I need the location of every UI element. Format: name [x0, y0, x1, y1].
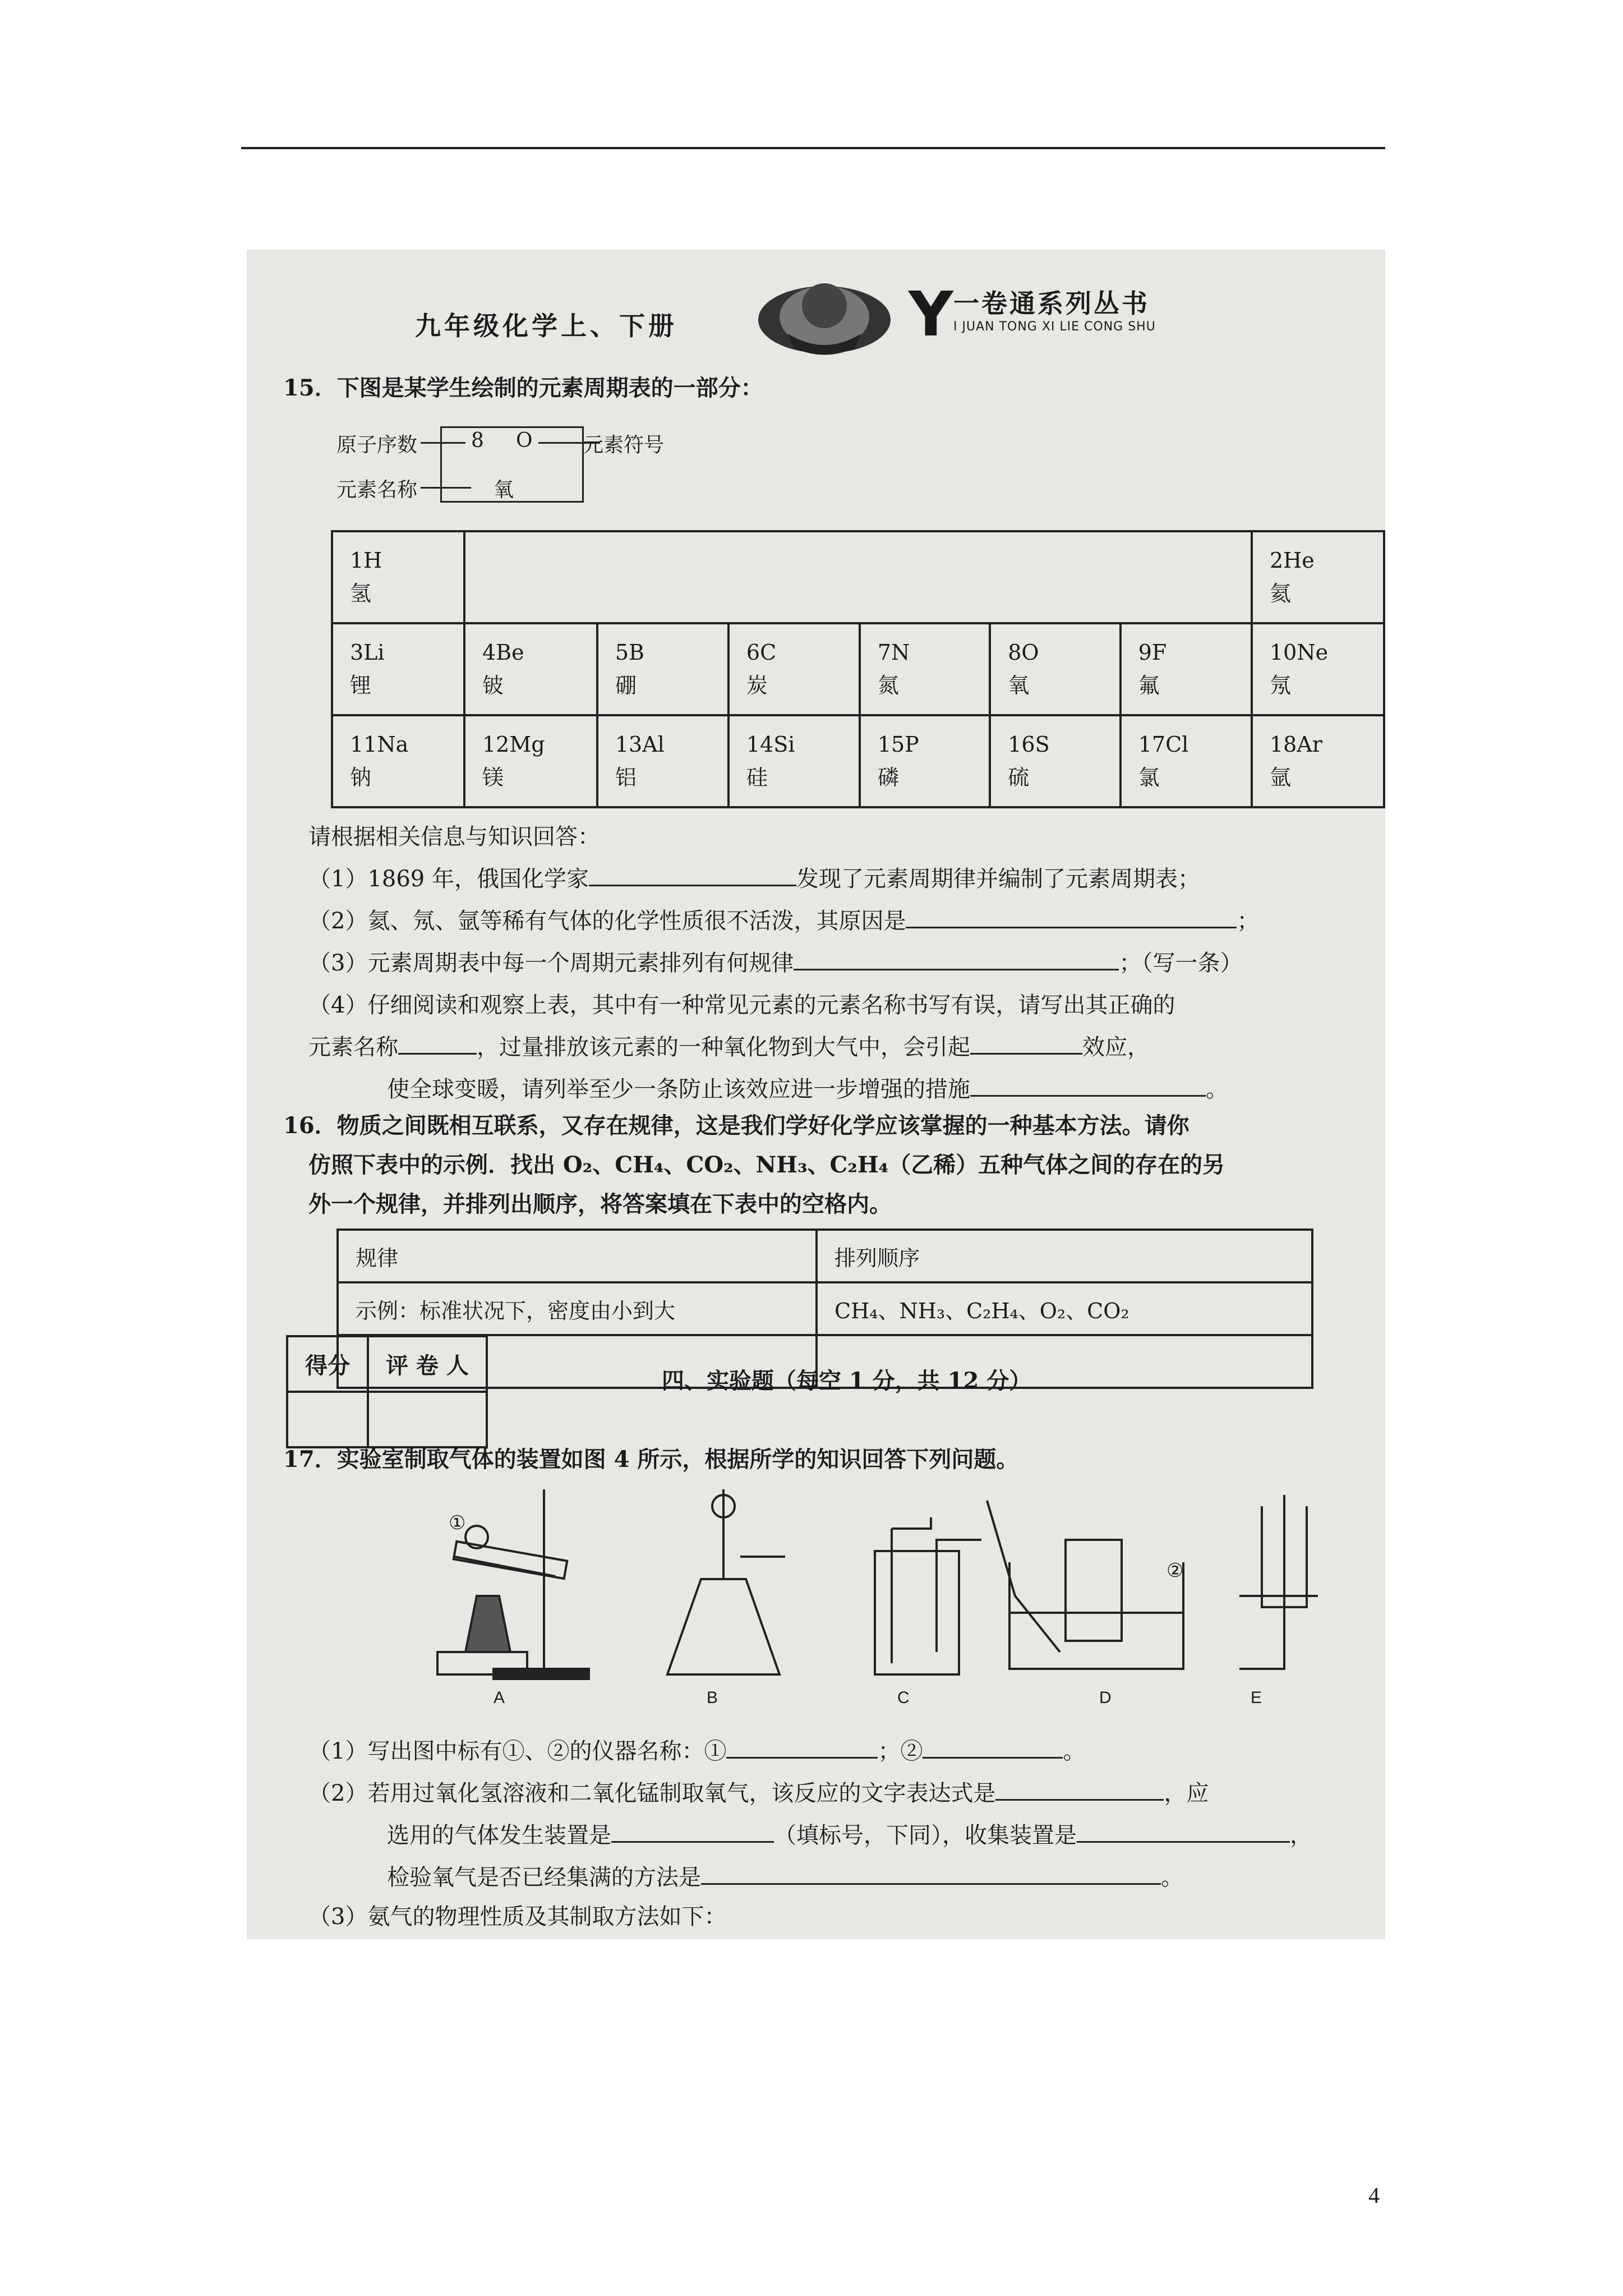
- legend-element-symbol-label: 元素符号: [583, 434, 665, 457]
- q17-sub1: [308, 1733, 1085, 1765]
- series-title: 一卷通系列丛书: [953, 288, 1150, 319]
- q15-sub3: [308, 945, 1242, 977]
- periodic-cell: [332, 715, 464, 807]
- periodic-cell: [464, 715, 597, 807]
- element-symbol: 2He: [1269, 548, 1315, 573]
- periodic-row: [332, 623, 1384, 715]
- q17-sub2-text-b: ，应: [1164, 1780, 1209, 1806]
- label-e: E: [1251, 1688, 1262, 1707]
- apparatus-b: [667, 1489, 785, 1674]
- q15-stem: 15．下图是某学生绘制的元素周期表的一部分：: [283, 375, 763, 401]
- legend-sample-name: 氧: [494, 478, 514, 501]
- periodic-cell: [860, 715, 990, 807]
- element-name: 硼: [615, 673, 637, 698]
- label-c: C: [897, 1688, 910, 1707]
- element-symbol: 7N: [877, 640, 910, 665]
- legend-element-name-label: 元素名称: [336, 478, 418, 501]
- periodic-cell: [990, 623, 1120, 715]
- periodic-cell: [1252, 715, 1384, 807]
- q17-sub2-text-e: ，: [1290, 1823, 1312, 1848]
- element-symbol: 13Al: [615, 732, 665, 757]
- periodic-cell-empty: [1121, 531, 1252, 623]
- element-name: 钠: [350, 765, 372, 790]
- q16-line3: 外一个规律，并排列出顺序，将答案填在下表中的空格内。: [308, 1191, 892, 1217]
- q17-sub2-line1: [308, 1775, 1209, 1807]
- q15-sub3-text-a: （3）元素周期表中每一个周期元素排列有何规律: [308, 950, 794, 976]
- grader-label: 评 卷 人: [368, 1336, 487, 1392]
- q15-sub3-text-b: ；（写一条）: [1119, 950, 1243, 976]
- q17-sub1-text-b: ；②: [878, 1738, 923, 1764]
- periodic-table: [331, 530, 1385, 808]
- q15-prompt: 请根据相关信息与知识回答：: [308, 824, 600, 850]
- label-d: D: [1099, 1688, 1112, 1707]
- q15-sub4-blank-name[interactable]: [398, 1034, 477, 1055]
- element-name: 镁: [482, 765, 504, 790]
- periodic-cell: [1121, 715, 1252, 807]
- q15-sub2-blank[interactable]: [906, 908, 1237, 928]
- periodic-cell: [597, 715, 728, 807]
- q17-sub2-blank-check[interactable]: [701, 1864, 1161, 1885]
- periodic-cell: [1121, 623, 1252, 715]
- element-symbol: 5B: [615, 640, 644, 665]
- marker-2: ②: [1166, 1559, 1184, 1582]
- q15-sub4-text-d: 效应，: [1082, 1034, 1150, 1060]
- element-name: 锂: [350, 673, 372, 698]
- element-symbol: 12Mg: [482, 732, 545, 757]
- q17-sub2-blank-equation[interactable]: [995, 1780, 1164, 1801]
- element-symbol: 3Li: [350, 640, 385, 665]
- q15-sub4-text-b: 元素名称: [308, 1034, 398, 1060]
- element-name: 氩: [1269, 765, 1291, 790]
- element-name: 炭: [746, 673, 768, 698]
- series-pinyin: I JUAN TONG XI LIE CONG SHU: [953, 320, 1156, 334]
- series-letter: Y: [909, 278, 953, 350]
- q17-sub2-text-f: 检验氧气是否已经集满的方法是: [387, 1865, 701, 1890]
- legend-sample-symbol: O: [516, 429, 533, 452]
- q15-sub4-blank-effect[interactable]: [970, 1034, 1082, 1055]
- label-a: A: [494, 1688, 505, 1707]
- q17-sub2-line2: [387, 1818, 1312, 1849]
- apparatus-c: [875, 1517, 981, 1674]
- q15-sub3-blank[interactable]: [794, 950, 1119, 970]
- element-symbol: 1H: [350, 548, 382, 573]
- q17-sub2-line3: [387, 1860, 1183, 1892]
- q15-sub1-text-b: 发现了元素周期律并编制了元素周期表；: [796, 866, 1200, 892]
- element-symbol: 16S: [1008, 732, 1050, 757]
- element-name: 氦: [1269, 581, 1291, 606]
- order-example: CH₄、NH₃、C₂H₄、O₂、CO₂: [817, 1282, 1312, 1335]
- element-name: 铝: [615, 765, 637, 790]
- periodic-cell: [1252, 531, 1384, 623]
- periodic-cell: [728, 623, 860, 715]
- element-symbol: 14Si: [746, 732, 795, 757]
- periodic-cell-empty: [990, 531, 1120, 623]
- q17-sub1-blank-1[interactable]: [726, 1738, 878, 1759]
- legend-atomic-number-label: 原子序数: [336, 434, 418, 457]
- q16-line1: 16．物质之间既相互联系，又存在规律，这是我们学好化学应该掌握的一种基本方法。请你: [283, 1112, 1189, 1139]
- q15-sub4-line3: [387, 1071, 1228, 1103]
- periodic-row: [332, 715, 1384, 807]
- q17-sub2-blank-collector[interactable]: [1077, 1822, 1290, 1843]
- score-label: 得分: [287, 1336, 368, 1392]
- element-name: 氧: [1008, 673, 1030, 698]
- periodic-cell: [332, 531, 464, 623]
- section4-title: 四、实验题（每空 1 分，共 12 分）: [662, 1368, 1032, 1394]
- q17-sub2-text-d: （填标号，下同），收集装置是: [774, 1823, 1077, 1848]
- legend-line-name: [421, 487, 471, 489]
- periodic-cell: [597, 623, 728, 715]
- periodic-cell-empty: [728, 531, 860, 623]
- element-symbol: 6C: [746, 640, 777, 665]
- element-symbol: 9F: [1138, 640, 1167, 665]
- scanned-page: [247, 250, 1385, 1939]
- periodic-cell: [332, 623, 464, 715]
- label-b: B: [707, 1688, 718, 1707]
- marker-1: ①: [449, 1512, 466, 1534]
- q17-sub3: （3）氨气的物理性质及其制取方法如下：: [308, 1904, 727, 1930]
- q17-sub1-text-a: （1）写出图中标有①、②的仪器名称：①: [308, 1738, 727, 1764]
- q17-sub1-blank-2[interactable]: [923, 1738, 1063, 1759]
- element-name: 氖: [1269, 673, 1291, 698]
- element-symbol: 4Be: [482, 640, 524, 665]
- q17-sub1-text-c: 。: [1063, 1738, 1086, 1764]
- legend-sample-number: 8: [471, 429, 484, 452]
- element-name: 硫: [1008, 765, 1030, 790]
- legend-line-number: [421, 442, 465, 444]
- q15-sub4-text-c: ，过量排放该元素的一种氧化物到大气中，会引起: [477, 1034, 970, 1060]
- element-name: 硅: [746, 765, 768, 790]
- element-symbol: 15P: [877, 732, 919, 757]
- periodic-cell: [728, 715, 860, 807]
- element-name: 氟: [1138, 673, 1160, 698]
- order-header: 排列顺序: [817, 1230, 1312, 1282]
- element-name: 氢: [350, 581, 372, 606]
- element-symbol: 8O: [1008, 640, 1039, 665]
- periodic-cell: [1252, 623, 1384, 715]
- q15-sub4-text-f: 。: [1206, 1076, 1228, 1102]
- rule-header: 规律: [338, 1230, 817, 1282]
- q15-sub1: [308, 861, 1200, 893]
- q15-sub2-text-a: （2）氦、氖、氩等稀有气体的化学性质很不活泼，其原因是: [308, 908, 906, 934]
- element-symbol: 17Cl: [1138, 732, 1189, 757]
- rule-example: 示例：标准状况下，密度由小到大: [338, 1282, 817, 1335]
- element-name: 氯: [1138, 765, 1160, 790]
- top-rule: [241, 147, 1385, 149]
- book-logo-icon: [754, 266, 895, 362]
- q16-line2: 仿照下表中的示例．找出 O₂、CH₄、CO₂、NH₃、C₂H₄（乙稀）五种气体之间的存在的另: [308, 1152, 1225, 1178]
- element-name: 铍: [482, 673, 504, 698]
- score-cell[interactable]: [287, 1392, 368, 1447]
- element-name: 磷: [877, 765, 899, 790]
- element-name: 氮: [877, 673, 899, 698]
- q15-sub4-text-e: 使全球变暖，请列举至少一条防止该效应进一步增强的措施: [387, 1076, 970, 1102]
- periodic-row: [332, 531, 1384, 623]
- q17-sub2-text-g: 。: [1161, 1865, 1183, 1890]
- q15-sub1-text-a: （1）1869 年，俄国化学家: [308, 866, 589, 892]
- header-left-title: 九年级化学上、下册: [415, 311, 677, 341]
- q15-sub4-line2: [308, 1029, 1150, 1061]
- q15-sub4-line1: （4）仔细阅读和观察上表，其中有一种常见元素的元素名称书写有误，请写出其正确的: [308, 992, 1175, 1018]
- apparatus-e: [1239, 1495, 1318, 1669]
- periodic-cell-empty: [464, 531, 597, 623]
- q17-sub2-text-a: （2）若用过氧化氢溶液和二氧化锰制取氧气，该反应的文字表达式是: [308, 1780, 996, 1806]
- periodic-cell: [860, 623, 990, 715]
- q15-sub1-blank[interactable]: [589, 866, 796, 886]
- element-symbol: 10Ne: [1269, 640, 1329, 665]
- score-box: [286, 1335, 488, 1448]
- q15-sub2: [308, 903, 1259, 935]
- q15-sub2-text-b: ；: [1237, 908, 1260, 934]
- periodic-cell: [990, 715, 1120, 807]
- element-symbol: 18Ar: [1269, 732, 1322, 757]
- q15-sub4-blank-measure[interactable]: [970, 1076, 1206, 1097]
- q17-sub2-text-c: 选用的气体发生装置是: [387, 1823, 611, 1848]
- periodic-cell-empty: [597, 531, 728, 623]
- periodic-cell: [464, 623, 597, 715]
- element-symbol: 11Na: [350, 732, 409, 757]
- q17-stem: 17．实验室制取气体的装置如图 4 所示，根据所学的知识回答下列问题。: [283, 1446, 1019, 1473]
- grader-cell[interactable]: [368, 1392, 487, 1447]
- apparatus-d: [987, 1501, 1183, 1669]
- periodic-cell-empty: [860, 531, 990, 623]
- q17-sub2-blank-generator[interactable]: [611, 1822, 774, 1843]
- page-number: 4: [1368, 2183, 1380, 2208]
